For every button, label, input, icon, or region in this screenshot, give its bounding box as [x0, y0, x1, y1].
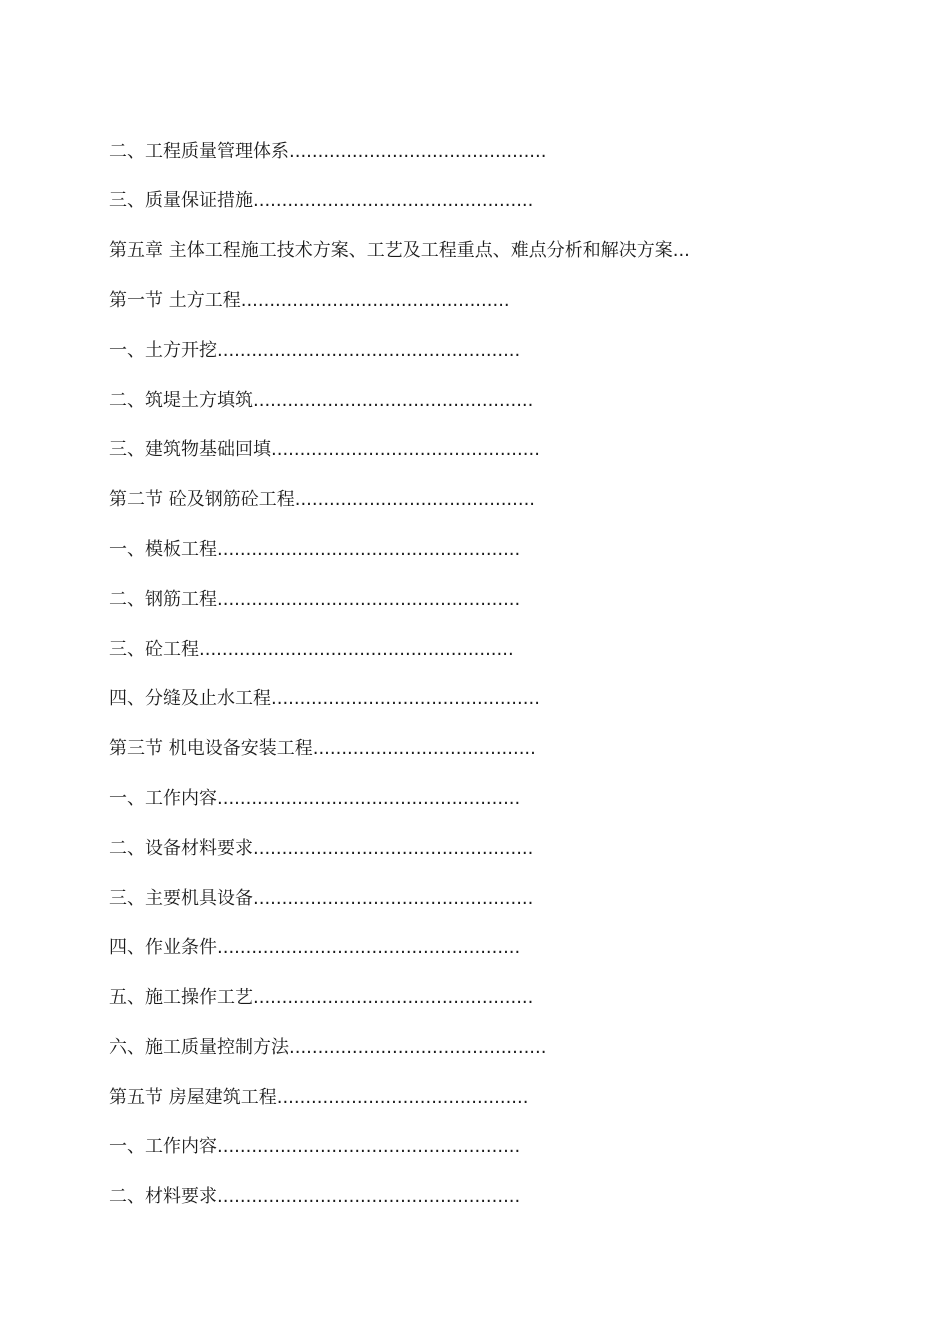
toc-section-heading: 第五节 房屋建筑工程............................................ — [109, 1087, 529, 1108]
toc-entry: 一、工作内容..................................................... — [109, 788, 521, 809]
toc-entry: 五、施工操作工艺................................................. — [109, 987, 534, 1008]
toc-entry: 一、模板工程..................................................... — [109, 539, 521, 560]
toc-entry: 四、作业条件..................................................... — [109, 937, 521, 958]
toc-section-heading: 第一节 土方工程............................................... — [109, 290, 510, 311]
toc-entry: 二、工程质量管理体系............................................. — [109, 141, 547, 162]
toc-entry: 三、主要机具设备................................................. — [109, 888, 534, 909]
toc-chapter-heading: 第五章 主体工程施工技术方案、工艺及工程重点、难点分析和解决方案... — [109, 240, 690, 261]
toc-entry: 三、建筑物基础回填............................................... — [109, 439, 540, 460]
toc-entry: 二、设备材料要求................................................. — [109, 838, 534, 859]
toc-entry: 一、土方开挖..................................................... — [109, 340, 521, 361]
toc-entry: 三、砼工程....................................................... — [109, 639, 514, 660]
toc-entry: 二、材料要求..................................................... — [109, 1186, 521, 1207]
toc-entry: 四、分缝及止水工程............................................... — [109, 688, 540, 709]
toc-entry: 三、质量保证措施................................................. — [109, 190, 534, 211]
toc-entry: 二、钢筋工程..................................................... — [109, 589, 521, 610]
toc-entry: 六、施工质量控制方法............................................. — [109, 1037, 547, 1058]
toc-section-heading: 第三节 机电设备安装工程....................................... — [109, 738, 536, 759]
toc-section-heading: 第二节 砼及钢筋砼工程.......................................... — [109, 489, 536, 510]
toc-entry: 二、筑堤土方填筑................................................. — [109, 390, 534, 411]
toc-entry: 一、工作内容..................................................... — [109, 1136, 521, 1157]
